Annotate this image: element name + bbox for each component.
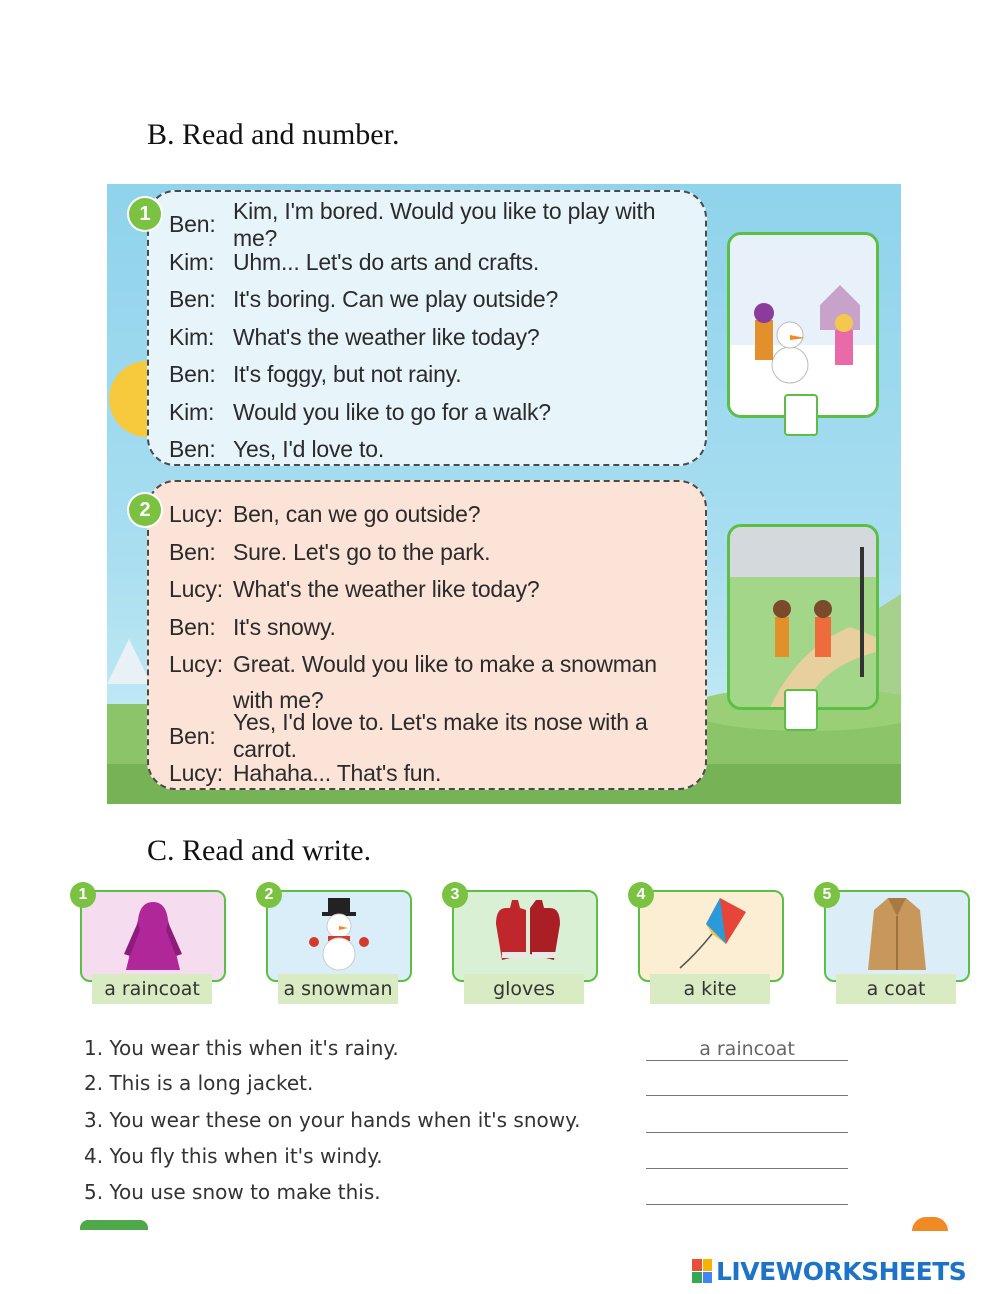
line-text: Yes, I'd love to. Let's make its nose with a carrot. <box>233 709 648 763</box>
question-row <box>84 1106 864 1136</box>
speaker: Ben: <box>169 436 216 463</box>
dialogue-number-badge: 1 <box>129 198 161 230</box>
dialogue-line <box>169 244 705 282</box>
dialogue-number-badge: 2 <box>129 494 161 526</box>
speaker: Kim: <box>169 323 215 350</box>
speaker: Ben: <box>169 361 216 388</box>
park-picture <box>727 524 879 710</box>
card-number: 3 <box>442 882 468 908</box>
card-label: a kite <box>650 974 770 1004</box>
card-coat <box>822 886 970 1008</box>
page-edge-marker <box>912 1217 948 1231</box>
dialogue-bubble-2 <box>147 480 707 790</box>
line-text: Yes, I'd love to. <box>233 436 385 463</box>
card-label: a raincoat <box>92 974 212 1004</box>
dialogue-line <box>169 496 705 534</box>
dialogue-line <box>169 755 705 793</box>
answer-box-1[interactable] <box>784 394 818 436</box>
dialogue-line <box>169 394 705 432</box>
dialogue-line <box>169 534 705 572</box>
dialogue-line <box>169 319 705 357</box>
park-scene-icon <box>730 527 876 707</box>
raincoat-icon <box>118 894 188 974</box>
kite-icon <box>676 894 756 974</box>
answer-field[interactable] <box>646 1106 848 1133</box>
card-label: a snowman <box>278 974 398 1004</box>
answer-field[interactable] <box>646 1178 848 1205</box>
card-kite <box>636 886 784 1008</box>
answer-field[interactable] <box>646 1142 848 1169</box>
coat-icon <box>862 894 932 974</box>
card-number: 1 <box>70 882 96 908</box>
line-text: Ben, can we go outside? <box>233 501 481 528</box>
liveworksheets-logo <box>692 1256 966 1286</box>
card-label: gloves <box>464 974 584 1004</box>
logo-text: LIVEWORKSHEETS <box>716 1256 967 1286</box>
line-text: It's foggy, but not rainy. <box>233 361 462 388</box>
section-c-heading: C. Read and write. <box>147 834 372 867</box>
answer-field[interactable] <box>646 1069 848 1096</box>
card-gloves <box>450 886 598 1008</box>
line-text: It's snowy. <box>233 613 336 640</box>
card-number: 2 <box>256 882 282 908</box>
question-row <box>84 1069 864 1099</box>
snowy-picture <box>727 232 879 418</box>
line-text: What's the weather like today? <box>233 576 540 603</box>
speaker: Lucy: <box>169 576 223 603</box>
snowman-icon <box>304 894 374 974</box>
line-text: Kim, I'm bored. Would you like to play with me? <box>233 197 656 251</box>
card-raincoat <box>78 886 226 1008</box>
speaker: Ben: <box>169 613 216 640</box>
question-row <box>84 1142 864 1172</box>
line-text: Great. Would you like to make a snowman <box>233 651 657 678</box>
speaker: Kim: <box>169 248 215 275</box>
speaker: Lucy: <box>169 651 223 678</box>
dialogue-line <box>169 646 705 684</box>
card-label: a coat <box>836 974 956 1004</box>
card-number: 4 <box>628 882 654 908</box>
dialogue-scene <box>107 184 901 804</box>
page-edge-tab <box>80 1220 148 1230</box>
question-row <box>84 1034 864 1064</box>
speaker: Lucy: <box>169 501 223 528</box>
line-text: Hahaha... That's fun. <box>233 760 442 787</box>
question-text: 1. You wear this when it's rainy. <box>84 1036 399 1060</box>
speaker: Ben: <box>169 722 216 749</box>
line-text: Sure. Let's go to the park. <box>233 538 491 565</box>
dialogue-line <box>169 356 705 394</box>
speaker: Ben: <box>169 538 216 565</box>
answer-box-2[interactable] <box>784 689 818 731</box>
question-text: 3. You wear these on your hands when it's snowy. <box>84 1108 581 1132</box>
speaker: Lucy: <box>169 760 223 787</box>
line-text: It's boring. Can we play outside? <box>233 286 559 313</box>
dialogue-line <box>169 431 705 469</box>
speaker: Ben: <box>169 211 216 238</box>
question-text: 5. You use snow to make this. <box>84 1180 381 1204</box>
logo-mark-icon <box>692 1259 712 1283</box>
line-text: What's the weather like today? <box>233 323 540 350</box>
dialogue-bubble-1 <box>147 190 707 466</box>
dialogue-line <box>169 197 705 251</box>
line-text: Uhm... Let's do arts and crafts. <box>233 248 540 275</box>
dialogue-line <box>169 709 705 763</box>
question-text: 2. This is a long jacket. <box>84 1071 314 1095</box>
speaker: Kim: <box>169 398 215 425</box>
card-snowman <box>264 886 412 1008</box>
line-text: with me? <box>233 687 324 713</box>
answer-field[interactable]: a raincoat <box>646 1034 848 1061</box>
question-row <box>84 1178 864 1208</box>
dialogue-line <box>169 609 705 647</box>
dialogue-line <box>169 571 705 609</box>
question-text: 4. You fly this when it's windy. <box>84 1144 383 1168</box>
snowman-scene-icon <box>730 235 876 415</box>
card-number: 5 <box>814 882 840 908</box>
speaker: Ben: <box>169 286 216 313</box>
gloves-icon <box>490 894 570 974</box>
dialogue-line <box>169 281 705 319</box>
section-b-heading: B. Read and number. <box>147 118 400 151</box>
line-text: Would you like to go for a walk? <box>233 398 551 425</box>
